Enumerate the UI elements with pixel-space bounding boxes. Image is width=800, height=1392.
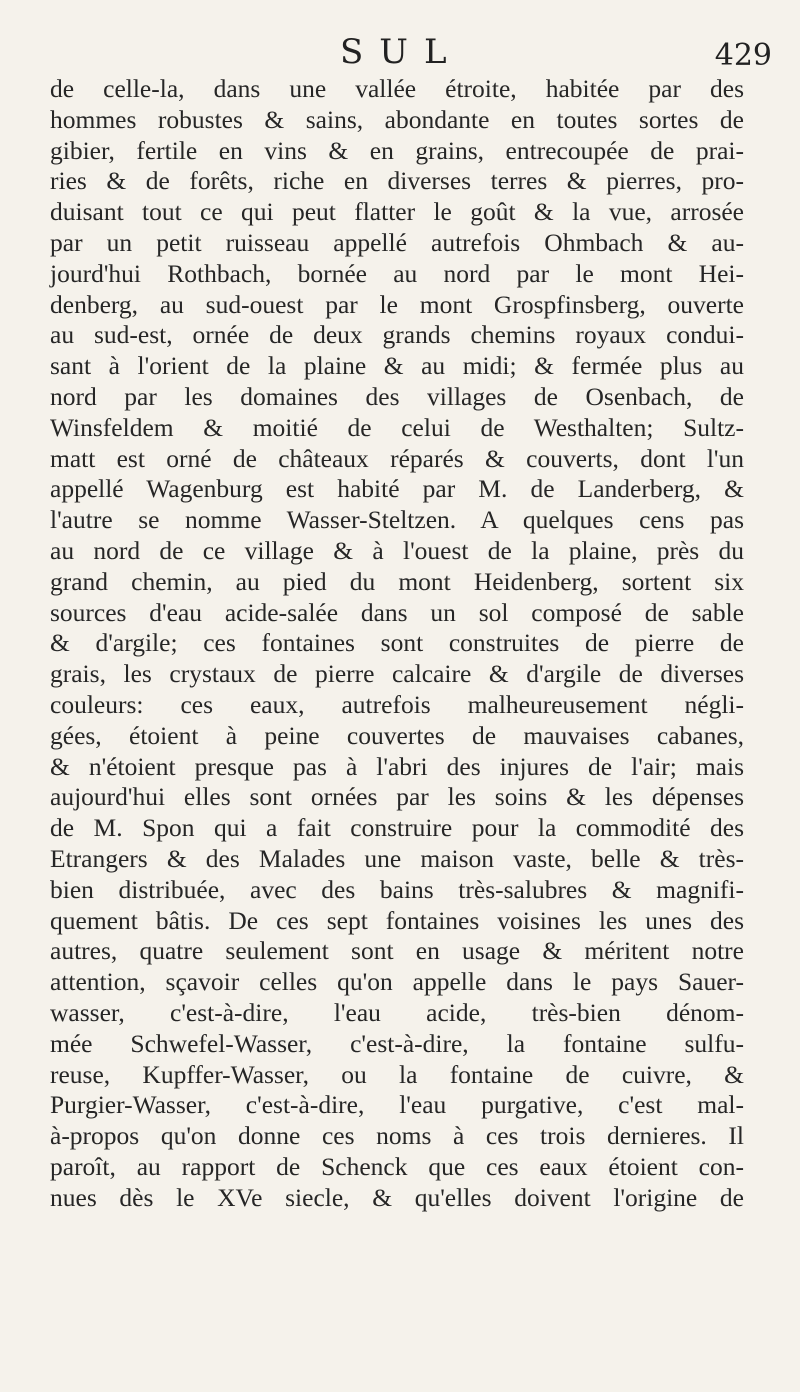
text-line: de celle-la, dans une vallée étroite, habitée par des — [50, 74, 744, 103]
text-line: l'autre se nomme Wasser-Steltzen. A quelques cens pas — [50, 505, 744, 535]
text-line: jourd'hui Rothbach, bornée au nord par le mont Hei- — [50, 258, 744, 288]
text-line: mée Schwefel-Wasser, c'est-à-dire, la fontaine sulfu- — [50, 1028, 744, 1058]
text-line: sources d'eau acide-salée dans un sol composé de sable — [50, 597, 744, 627]
page-number: 429 — [714, 38, 772, 73]
text-line: appellé Wagenburg est habité par M. de Landerberg, & — [50, 474, 744, 504]
text-line: hommes robustes & sains, abondante en toutes sortes de — [50, 104, 744, 134]
text-line: couleurs: ces eaux, autrefois malheureusement négli- — [50, 689, 744, 719]
text-line: & d'argile; ces fontaines sont construites de pierre de — [50, 628, 744, 658]
text-line: paroît, au rapport de Schenck que ces eaux étoient con- — [50, 1151, 744, 1181]
text-line: gées, étoient à peine couvertes de mauvaises cabanes, — [50, 720, 744, 750]
body-text — [50, 74, 744, 1213]
text-line: reuse, Kupffer-Wasser, ou la fontaine de cuivre, & — [50, 1059, 744, 1089]
page-header — [0, 30, 800, 80]
text-line: au sud-est, ornée de deux grands chemins royaux condui- — [50, 320, 744, 350]
text-line: au nord de ce village & à l'ouest de la plaine, près du — [50, 535, 744, 565]
text-line: Purgier-Wasser, c'est-à-dire, l'eau purgative, c'est mal- — [50, 1090, 744, 1120]
text-line: Etrangers & des Malades une maison vaste, belle & très- — [50, 843, 744, 873]
text-line: grand chemin, au pied du mont Heidenberg, sortent six — [50, 566, 744, 596]
text-line: par un petit ruisseau appellé autrefois Ohmbach & au- — [50, 227, 744, 257]
text-line: aujourd'hui elles sont ornées par les soins & les dépenses — [50, 782, 744, 812]
text-line: & n'étoient presque pas à l'abri des injures de l'air; mais — [50, 751, 744, 781]
text-line: nord par les domaines des villages de Osenbach, de — [50, 381, 744, 411]
text-line: ries & de forêts, riche en diverses terres & pierres, pro- — [50, 166, 744, 196]
text-line: quement bâtis. De ces sept fontaines voisines les unes des — [50, 905, 744, 935]
text-line: à-propos qu'on donne ces noms à ces trois dernieres. Il — [50, 1121, 744, 1151]
running-head: SUL — [340, 32, 463, 72]
text-line: wasser, c'est-à-dire, l'eau acide, très-bien dénom- — [50, 997, 744, 1027]
text-line: matt est orné de châteaux réparés & couverts, dont l'un — [50, 443, 744, 473]
text-line: grais, les crystaux de pierre calcaire & d'argile de diverses — [50, 659, 744, 689]
text-line: bien distribuée, avec des bains très-salubres & magnifi- — [50, 874, 744, 904]
text-line: sant à l'orient de la plaine & au midi; & fermée plus au — [50, 351, 744, 381]
text-line: autres, quatre seulement sont en usage & méritent notre — [50, 936, 744, 966]
text-line: attention, sçavoir celles qu'on appelle dans le pays Sauer- — [50, 967, 744, 997]
text-line: gibier, fertile en vins & en grains, entrecoupée de prai- — [50, 135, 744, 165]
text-line: nues dès le XVe siecle, & qu'elles doivent l'origine de — [50, 1182, 744, 1212]
text-line: duisant tout ce qui peut flatter le goût & la vue, arrosée — [50, 197, 744, 227]
text-line: Winsfeldem & moitié de celui de Westhalten; Sultz- — [50, 412, 744, 442]
text-line: de M. Spon qui a fait construire pour la commodité des — [50, 813, 744, 843]
text-line: denberg, au sud-ouest par le mont Grospfinsberg, ouverte — [50, 289, 744, 319]
